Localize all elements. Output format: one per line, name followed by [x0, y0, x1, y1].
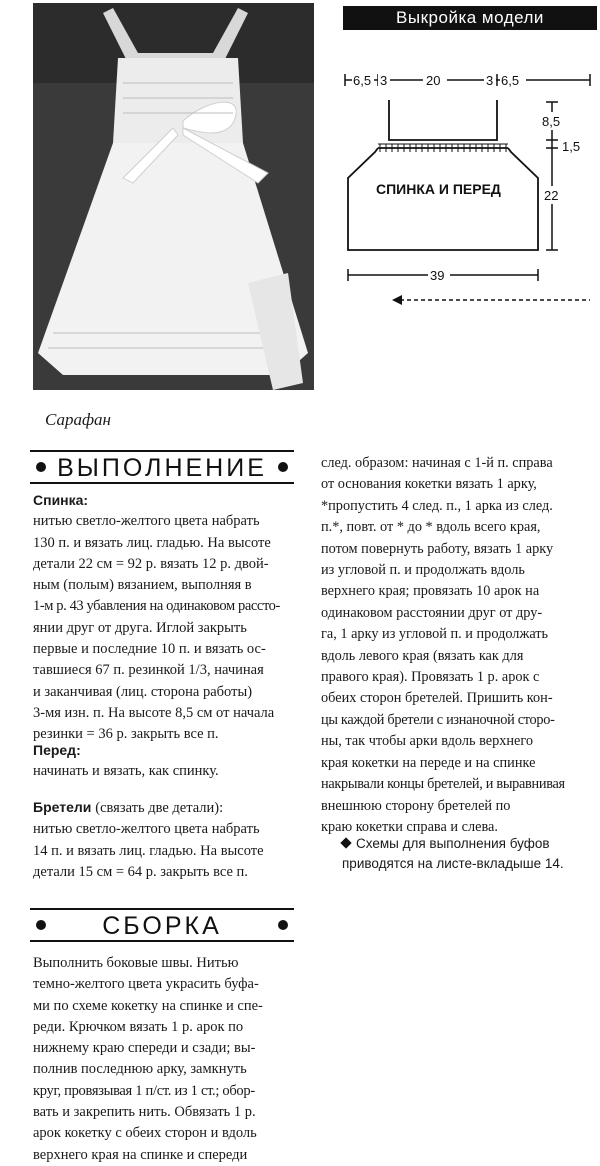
assembly-line: Выполнить боковые швы. Нитью: [33, 955, 239, 971]
continuation-line: края кокетки на переде и на спинке: [321, 754, 536, 771]
front-heading: Перед:: [33, 742, 81, 758]
rule-bottom: [30, 482, 294, 484]
back-line: янии друг от друга. Иглой закрыть: [33, 619, 247, 636]
rule-top: [30, 908, 294, 910]
assembly-section: [33, 953, 296, 1166]
continuation-line: из угловой п. и продолжать вдоль: [321, 562, 525, 579]
back-line: 130 п. и вязать лиц. гладью. На высоте: [33, 534, 271, 551]
back-section: [33, 490, 296, 746]
note-text: Схемы для выполнения буфов приводятся на листе-вкладыше 14.: [342, 836, 564, 871]
assembly-line: вать и закрепить нить. Обвязать 1 р.: [33, 1104, 256, 1121]
dim-width-bottom: 39: [430, 268, 445, 283]
continuation-line: ны, так чтобы арки вдоль верхнего: [321, 733, 534, 750]
continuation-line: правого края). Провязать 1 р. арок с: [321, 669, 540, 686]
back-line: 3-мя изн. п. На высоте 8,5 см от начала: [33, 704, 275, 721]
straps-heading-text: Бретели: [33, 799, 92, 815]
continuation-line: внешнюю сторону бретелей по: [321, 797, 511, 814]
assembly-line: арок кокетку с обеих сторон и вдоль: [33, 1125, 257, 1142]
continuation-section: [321, 453, 597, 838]
back-line: резинки = 36 р. закрыть все п.: [33, 726, 219, 743]
continuation-line: обеих сторон бретелей. Пришить кон-: [321, 690, 553, 707]
front-line: начинать и вязать, как спинку.: [33, 763, 219, 780]
continuation-line: накрывали концы бретелей, и выравнивая: [321, 776, 565, 793]
bullet-dot-right: [278, 920, 288, 930]
straps-heading-note: (связать две детали):: [95, 800, 224, 816]
assembly-line: ми по схеме кокетку на спинке и спе-: [33, 997, 263, 1014]
dim-top-right-inner: 3: [486, 73, 494, 88]
continuation-line: потом повернуть работу, вязать 1 арку: [321, 540, 554, 557]
execution-title: ВЫПОЛНЕНИЕ: [57, 454, 267, 482]
execution-header: [30, 450, 294, 484]
back-line: и заканчивая (лиц. сторона работы): [33, 683, 253, 700]
dim-height-strap: 8,5: [542, 114, 561, 129]
dim-height-band: 1,5: [562, 139, 581, 154]
assembly-line: реди. Крючком вязать 1 р. арок по: [33, 1018, 244, 1035]
straps-line: детали 15 см = 64 р. закрыть все п.: [33, 863, 248, 880]
pattern-diagram: [340, 60, 598, 310]
continuation-line: п.*, повт. от * до * вдоль всего края,: [321, 519, 541, 536]
assembly-line: круг, провязывая 1 п/ст. из 1 ст.; обор-: [33, 1082, 255, 1099]
piece-label: СПИНКА И ПЕРЕД: [376, 181, 501, 197]
straps-line: нитью светло-желтого цвета набрать: [33, 821, 260, 838]
continuation-line: цы каждой бретели с изнаночной сторо-: [321, 711, 555, 728]
reference-note: [342, 834, 594, 874]
dim-top-left: 6,5: [353, 73, 372, 88]
back-line: нитью светло-желтого цвета набрать: [33, 513, 260, 530]
continuation-line: след. образом: начиная с 1-й п. справа: [321, 455, 553, 471]
rule-bottom: [30, 940, 294, 942]
diamond-bullet-icon: [340, 837, 351, 848]
continuation-line: вдоль левого края (вязать как для: [321, 647, 524, 664]
dim-top-center: 20: [426, 73, 441, 88]
dress-photo: [33, 3, 314, 390]
back-line: тавшиеся 67 п. резинкой 1/3, начиная: [33, 662, 264, 679]
dim-top-right: 6,5: [501, 73, 520, 88]
straps-section: [33, 797, 296, 883]
back-heading: Спинка:: [33, 492, 89, 508]
assembly-title: СБОРКА: [102, 912, 222, 940]
assembly-line: верхнего края на спинке и спереди: [33, 1146, 248, 1163]
straps-line: 14 п. и вязать лиц. гладью. На высоте: [33, 842, 264, 859]
continuation-line: верхнего края; провязать 10 арок на: [321, 583, 540, 600]
assembly-line: нижнему краю спереди и сзади; вы-: [33, 1040, 256, 1057]
back-line: детали 22 см = 92 р. вязать 12 р. двой-: [33, 555, 269, 572]
continuation-line: от основания кокетки вязать 1 арку,: [321, 476, 537, 493]
continuation-line: га, 1 арку из угловой п. и продолжать: [321, 626, 549, 643]
assembly-line: темно-желтого цвета украсить буфа-: [33, 976, 259, 993]
back-line: 1-м р. 43 убавления на одинаковом рассто-: [33, 598, 280, 615]
front-section: [33, 740, 296, 783]
rule-top: [30, 450, 294, 452]
continuation-line: одинаковом расстоянии друг от дру-: [321, 604, 543, 621]
dim-height-body: 22: [544, 188, 559, 203]
straps-heading: [33, 797, 296, 819]
back-line: ным (полым) вязанием, выполняя в: [33, 577, 252, 594]
bullet-dot-right: [278, 462, 288, 472]
continuation-line: *пропустить 4 след. п., 1 арка из след.: [321, 497, 553, 514]
assembly-header: [30, 908, 294, 942]
continuation-line: краю кокетки справа и слева.: [321, 818, 498, 835]
dim-top-left-inner: 3: [380, 73, 388, 88]
photo-caption: Сарафан: [45, 410, 111, 429]
assembly-line: полнив последнюю арку, замкнуть: [33, 1061, 247, 1078]
back-line: первые и последние 10 п. и вязать ос-: [33, 641, 266, 658]
pattern-header: Выкройка модели: [343, 6, 597, 30]
